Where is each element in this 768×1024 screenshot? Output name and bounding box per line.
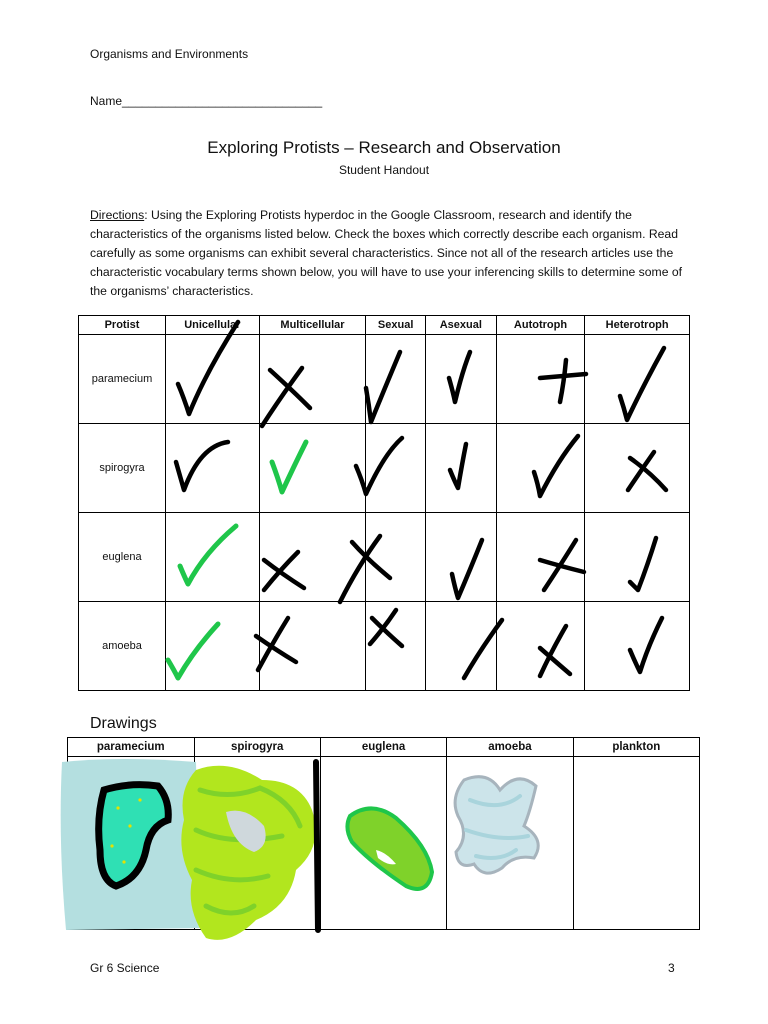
drawings-header-row <box>68 738 700 757</box>
table-row <box>79 602 690 691</box>
mark-cell[interactable] <box>166 513 260 602</box>
mark-cell[interactable] <box>259 513 366 602</box>
drawings-table <box>67 737 700 930</box>
header-multicellular: Multicellular <box>259 316 366 335</box>
name-field: Name______________________________ <box>90 94 323 108</box>
mark-cell[interactable] <box>426 513 497 602</box>
course-header: Organisms and Environments <box>90 47 249 61</box>
mark-cell[interactable] <box>259 335 366 424</box>
table-row <box>79 424 690 513</box>
header-protist: Protist <box>79 316 166 335</box>
page-subtitle: Student Handout <box>338 163 430 177</box>
header-sexual: Sexual <box>366 316 426 335</box>
mark-cell[interactable] <box>366 602 426 691</box>
drawing-header-plankton: plankton <box>573 738 699 757</box>
drawing-header-amoeba: amoeba <box>447 738 573 757</box>
mark-cell[interactable] <box>585 513 690 602</box>
mark-cell[interactable] <box>585 335 690 424</box>
table-row <box>79 335 690 424</box>
table-row <box>79 513 690 602</box>
drawing-cell-amoeba[interactable] <box>447 757 573 930</box>
footer-course: Gr 6 Science <box>90 961 160 975</box>
page-title: Exploring Protists – Research and Observation <box>207 138 561 157</box>
mark-cell[interactable] <box>585 424 690 513</box>
drawing-cell-euglena[interactable] <box>320 757 446 930</box>
drawing-header-spirogyra: spirogyra <box>194 738 320 757</box>
directions-label: Directions <box>90 208 145 222</box>
drawing-cell-spirogyra[interactable] <box>194 757 320 930</box>
mark-cell[interactable] <box>496 424 585 513</box>
drawings-heading: Drawings <box>90 715 157 732</box>
page-number: 3 <box>668 961 675 975</box>
directions-paragraph <box>90 206 690 301</box>
organism-euglena: euglena <box>79 513 166 602</box>
mark-cell[interactable] <box>496 335 585 424</box>
drawings-row <box>68 757 700 930</box>
mark-cell[interactable] <box>426 335 497 424</box>
mark-cell[interactable] <box>426 602 497 691</box>
mark-cell[interactable] <box>259 424 366 513</box>
drawing-header-paramecium: paramecium <box>68 738 195 757</box>
drawing-cell-plankton[interactable] <box>573 757 699 930</box>
mark-cell[interactable] <box>366 335 426 424</box>
mark-cell[interactable] <box>496 602 585 691</box>
mark-cell[interactable] <box>259 602 366 691</box>
mark-cell[interactable] <box>496 513 585 602</box>
mark-cell[interactable] <box>166 335 260 424</box>
table-header-row <box>79 316 690 335</box>
characteristics-table <box>78 315 690 691</box>
organism-paramecium: paramecium <box>79 335 166 424</box>
directions-text: : Using the Exploring Protists hyperdoc in the Google Classroom, research and identify the characteristics of the organisms listed below. Check the boxes which correctly describe each organism. Read carefully as some organisms can exhibit several characteristics. Since not all of the research articles use the characteristic vocabulary terms shown below, you will have to use your inferencing skills to determine some of the organisms’ characteristics. <box>90 208 683 298</box>
mark-cell[interactable] <box>426 424 497 513</box>
mark-cell[interactable] <box>366 424 426 513</box>
mark-cell[interactable] <box>166 602 260 691</box>
mark-cell[interactable] <box>585 602 690 691</box>
drawing-header-euglena: euglena <box>320 738 446 757</box>
header-unicellular: Unicellular <box>166 316 260 335</box>
mark-cell[interactable] <box>166 424 260 513</box>
header-heterotroph: Heterotroph <box>585 316 690 335</box>
organism-amoeba: amoeba <box>79 602 166 691</box>
header-autotroph: Autotroph <box>496 316 585 335</box>
mark-cell[interactable] <box>366 513 426 602</box>
drawing-cell-paramecium[interactable] <box>68 757 195 930</box>
header-asexual: Asexual <box>426 316 497 335</box>
organism-spirogyra: spirogyra <box>79 424 166 513</box>
